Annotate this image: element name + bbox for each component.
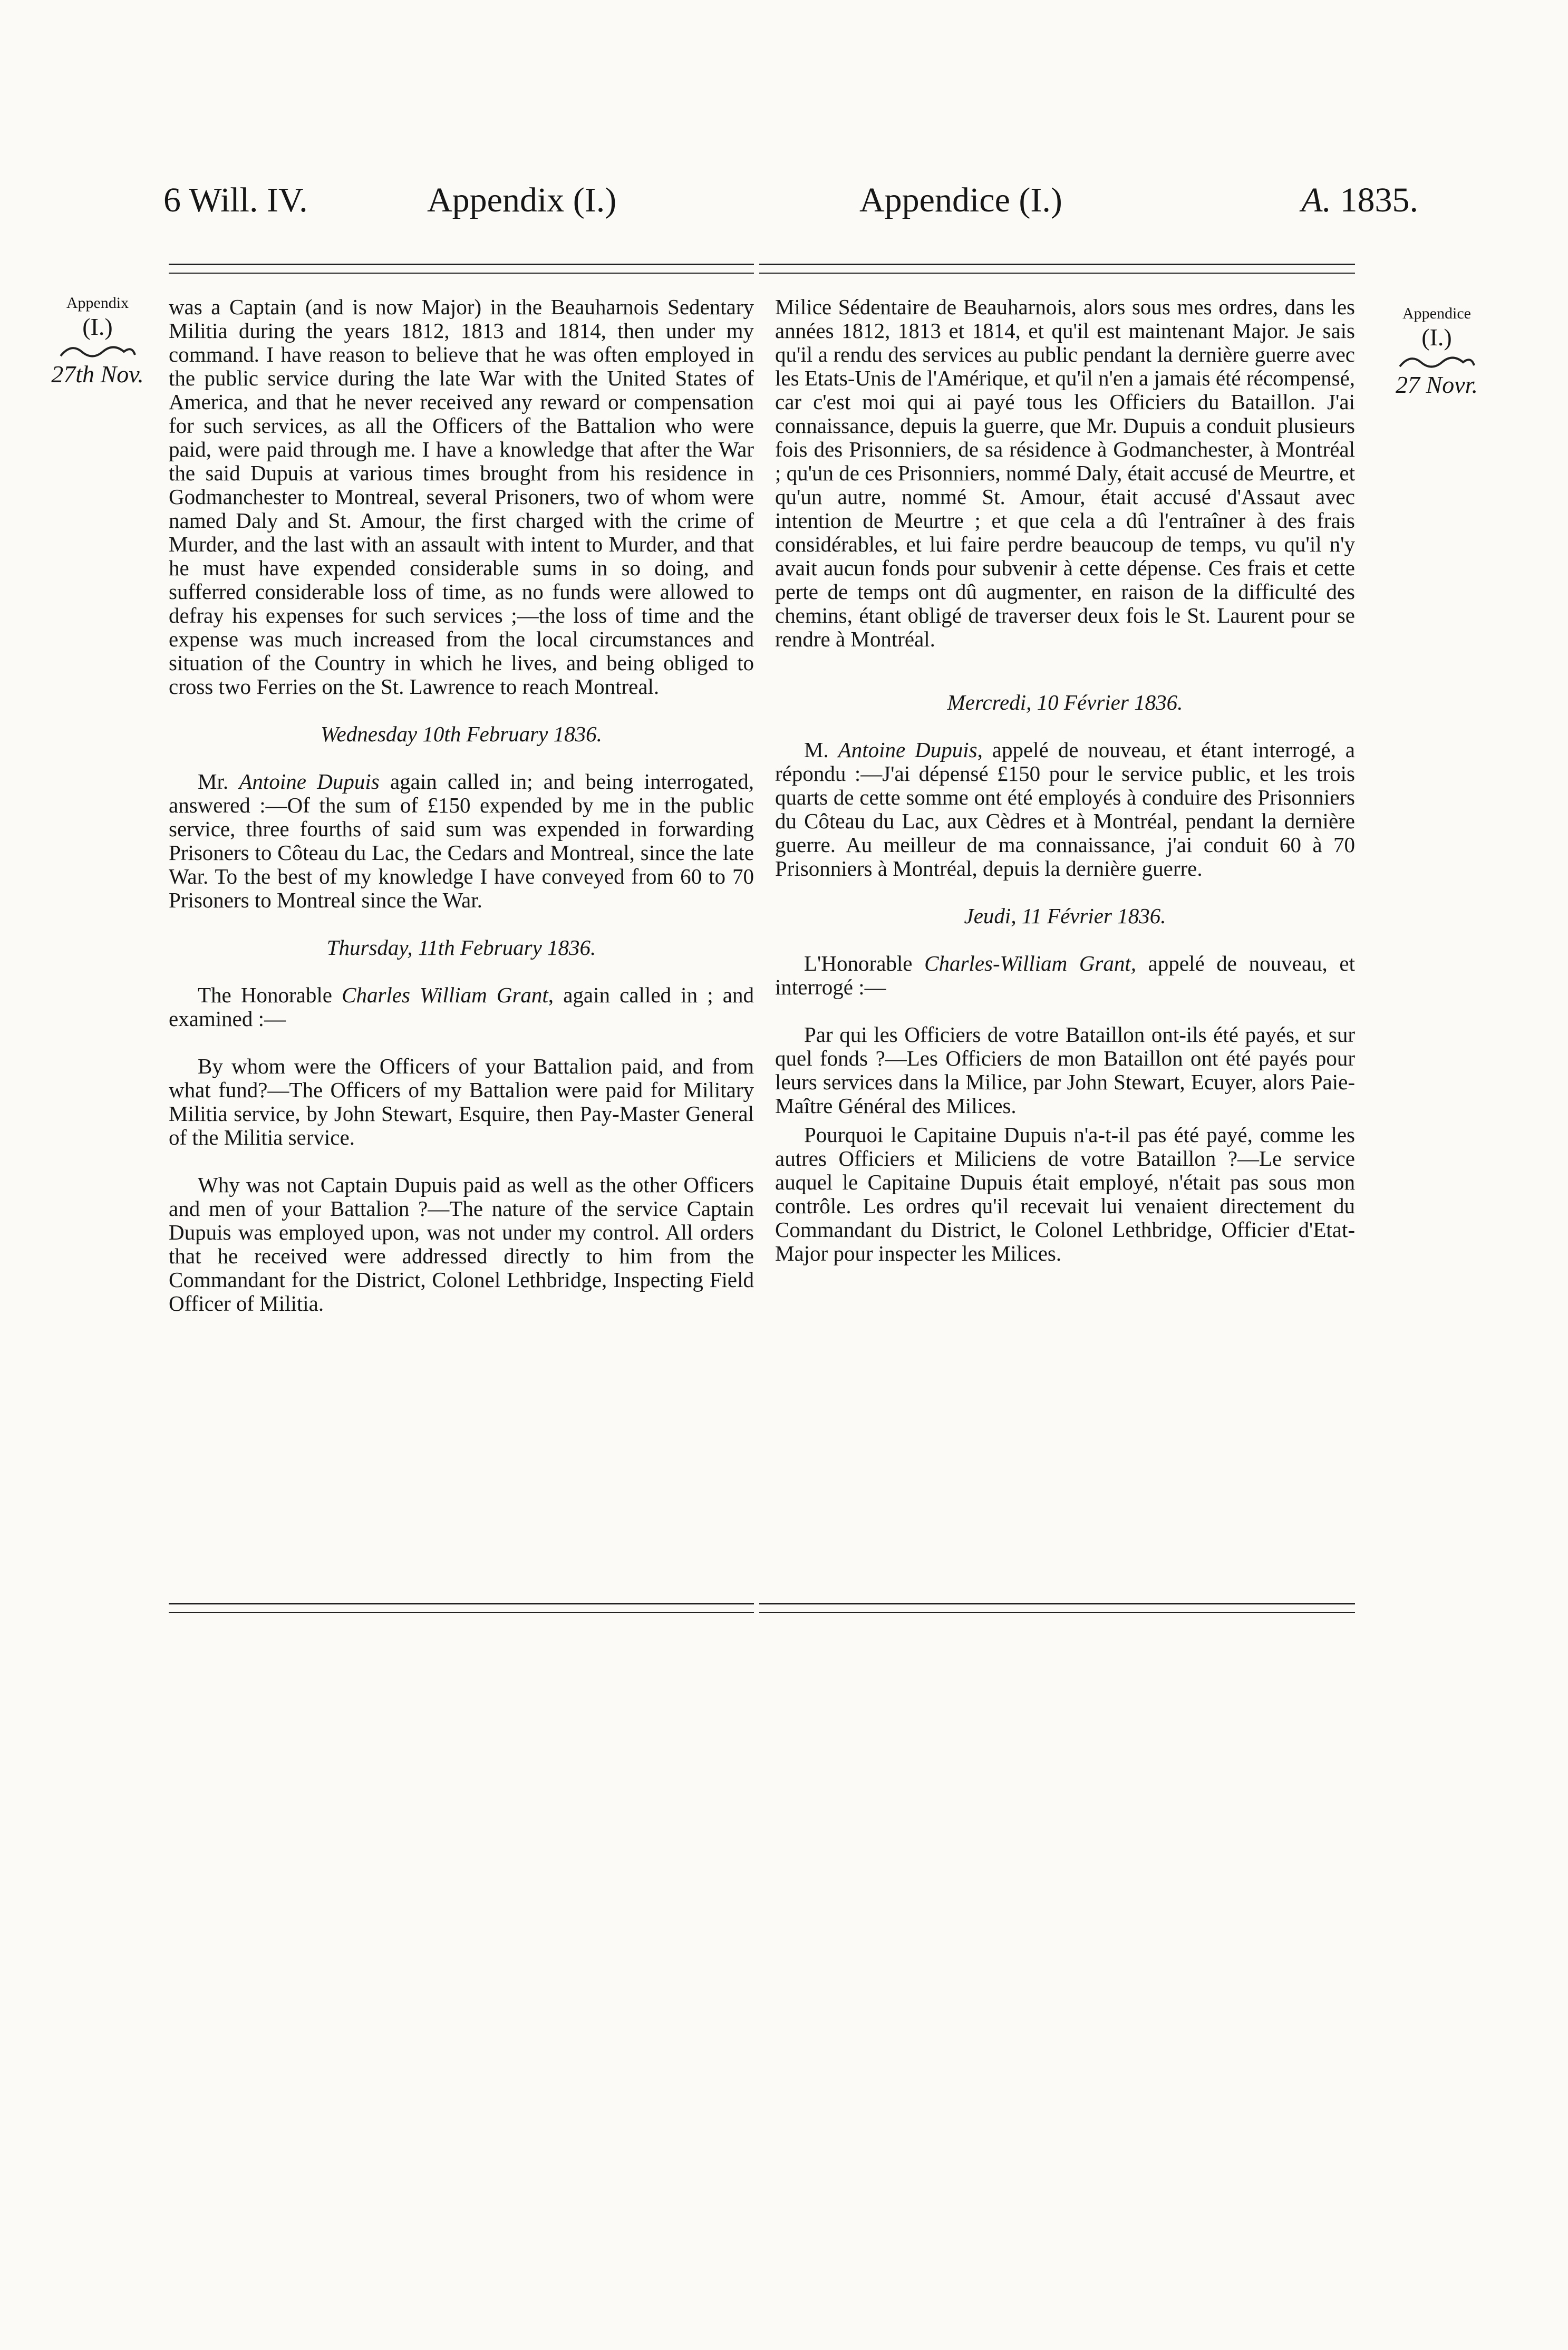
margin-date: 27th Nov.: [51, 361, 144, 388]
english-paragraph-testimony: was a Captain (and is now Major) in the Beauharnois Sedentary Militia during the years 1812, 1813 and 1814, then under my command. I have reason to believe that he was often employed in the public service during the late War with the United States of America, and that he never received any reward or compensation for such services, as all the Officers of the Battalion who were paid, were paid through me. I have a knowledge that after the War the said Dupuis at various times brought from his residence in Godmanchester to Montreal, several Prisoners, two of whom were named Daly and St. Amour, the first charged with the crime of Murder, and the last with an assault with intent to Murder, and that he must have expended considerable sums in so doing, and sufferred considerable loss of time, as no funds were allowed to defray his expenses for such services ;—the loss of time and the expense was much increased from the local circumstances and situation of the Country in which he lives, and being obliged to cross two Ferries on the St. Lawrence to reach Montreal.: [169, 295, 754, 699]
english-text: Mr.: [198, 769, 239, 794]
margin-note-left: [47, 293, 148, 388]
witness-name: Charles-William Grant,: [924, 951, 1137, 975]
witness-name: Antoine Dupuis: [239, 769, 380, 794]
english-date-heading-1: Wednesday 10th February 1836.: [321, 722, 602, 746]
margin-date: 27 Novr.: [1396, 371, 1478, 398]
margin-number: (I.): [82, 313, 113, 340]
french-paragraph-dupuis: [775, 738, 1355, 881]
english-text: The Honorable: [198, 983, 342, 1007]
swash-ornament-icon: [1381, 351, 1492, 372]
margin-number: (I.): [1421, 324, 1452, 351]
swash-ornament-icon: [47, 340, 148, 361]
french-paragraph-grant: [775, 952, 1355, 999]
header-letter: A.: [1301, 181, 1331, 219]
bottom-rule-right: [759, 1603, 1355, 1613]
english-paragraph-question-1: By whom were the Officers of your Battalion paid, and from what fund?—The Officers of my Battalion were paid for Military Militia service, by John Stewart, Esquire, then Pay-Master General of the Militia service.: [169, 1054, 754, 1149]
english-paragraph-dupuis: [169, 770, 754, 912]
english-text: again called in; and being interrogated, answered :—Of the sum of £150 expended by me in the public service, three fourths of said sum was expended in forwarding Prisoners to Côteau du Lac, the Cedars and Montreal, since the late War. To the best of my knowledge I have conveyed from 60 to 70 Prisoners to Montreal since the War.: [169, 769, 754, 912]
english-column: [169, 295, 754, 1339]
top-rule-right: [759, 264, 1355, 274]
french-text: appelé de nouveau, et interrogé :—: [775, 951, 1355, 999]
english-date-heading-2: Thursday, 11th February 1836.: [326, 935, 596, 960]
running-header: [163, 174, 1418, 237]
bottom-rule-left: [169, 1603, 754, 1613]
french-date-heading-1: Mercredi, 10 Février 1836.: [947, 690, 1183, 714]
witness-name: Antoine Dupuis: [838, 738, 977, 762]
margin-label: Appendice: [1402, 305, 1471, 322]
top-rule-left: [169, 264, 754, 274]
french-column: [775, 295, 1355, 1289]
french-date-heading-2: Jeudi, 11 Février 1836.: [964, 904, 1166, 928]
margin-note-right: [1381, 303, 1492, 398]
french-text: L'Honorable: [804, 951, 925, 975]
header-year-number: 1835.: [1340, 181, 1418, 219]
header-session: 6 Will. IV.: [163, 181, 308, 219]
margin-label: Appendix: [66, 294, 129, 312]
header-year: [1301, 174, 1418, 227]
french-text: M.: [804, 738, 838, 762]
header-appendix-french: Appendice (I.): [859, 181, 1062, 219]
french-paragraph-testimony: Milice Sédentaire de Beauharnois, alors sous mes ordres, dans les années 1812, 1813 et 1814, et qu'il est maintenant Major. Je sais qu'il a rendu des services au public pendant la dernière guerre avec les Etats-Unis de l'Amérique, et qu'il n'en a jamais été récompensé, car c'est moi qui ai payé tous les Officiers du Bataillon. J'ai connaissance, depuis la guerre, que Mr. Dupuis a conduit plusieurs fois des Prisonniers, de sa résidence à Godmanchester, à Montréal ; qu'un de ces Prisonniers, nommé Daly, était accusé de Meurtre, et qu'un autre, nommé St. Amour, était accusé d'Assaut avec intention de Meurtre ; et que cela a dû l'entraîner à des frais considérables, et lui faire perdre beaucoup de temps, vu qu'il n'y avait aucun fonds pour subvenir à cette dépense. Ces frais et cette perte de temps ont dû augmenter, en raison de la difficulté des chemins, étant obligé de traverser deux fois le St. Laurent pour se rendre à Montréal.: [775, 295, 1355, 651]
french-text: , appelé de nouveau, et étant interrogé, a répondu :—J'ai dépensé £150 pour le service public, et les trois quarts de cette somme ont été employés à conduire des Prisonniers du Côteau du Lac, aux Cèdres et à Montréal, pendant la dernière guerre. Au meilleur de ma connaissance, j'ai conduit 60 à 70 Prisonniers à Montréal, depuis la dernière guerre.: [775, 738, 1355, 881]
witness-name: Charles William Grant: [342, 983, 548, 1007]
header-appendix-english: Appendix (I.): [427, 181, 617, 219]
french-paragraph-question-2: Pourquoi le Capitaine Dupuis n'a-t-il pas été payé, comme les autres Officiers et Miliciens de votre Bataillon ?—Le service auquel le Capitaine Dupuis était employé, n'était pas sous mon contrôle. Les ordres qu'il recevait lui venaient directement du Commandant du District, le Colonel Lethbridge, Officier d'Etat-Major pour inspecter les Milices.: [775, 1123, 1355, 1265]
english-paragraph-question-2: Why was not Captain Dupuis paid as well as the other Officers and men of your Battalion ?—The nature of the service Captain Dupuis was employed upon, was not under my control. All orders that he received were addressed directly to him from the Commandant for the District, Colonel Lethbridge, Inspecting Field Officer of Militia.: [169, 1173, 754, 1316]
english-paragraph-grant: [169, 983, 754, 1031]
english-text: , again called in ; and examined :—: [169, 983, 754, 1031]
french-paragraph-question-1: Par qui les Officiers de votre Bataillon ont-ils été payés, et sur quel fonds ?—Les Officiers de mon Bataillon ont été payés pour leurs services dans la Milice, par John Stewart, Ecuyer, alors Paie-Maître Général des Milices.: [775, 1022, 1355, 1118]
